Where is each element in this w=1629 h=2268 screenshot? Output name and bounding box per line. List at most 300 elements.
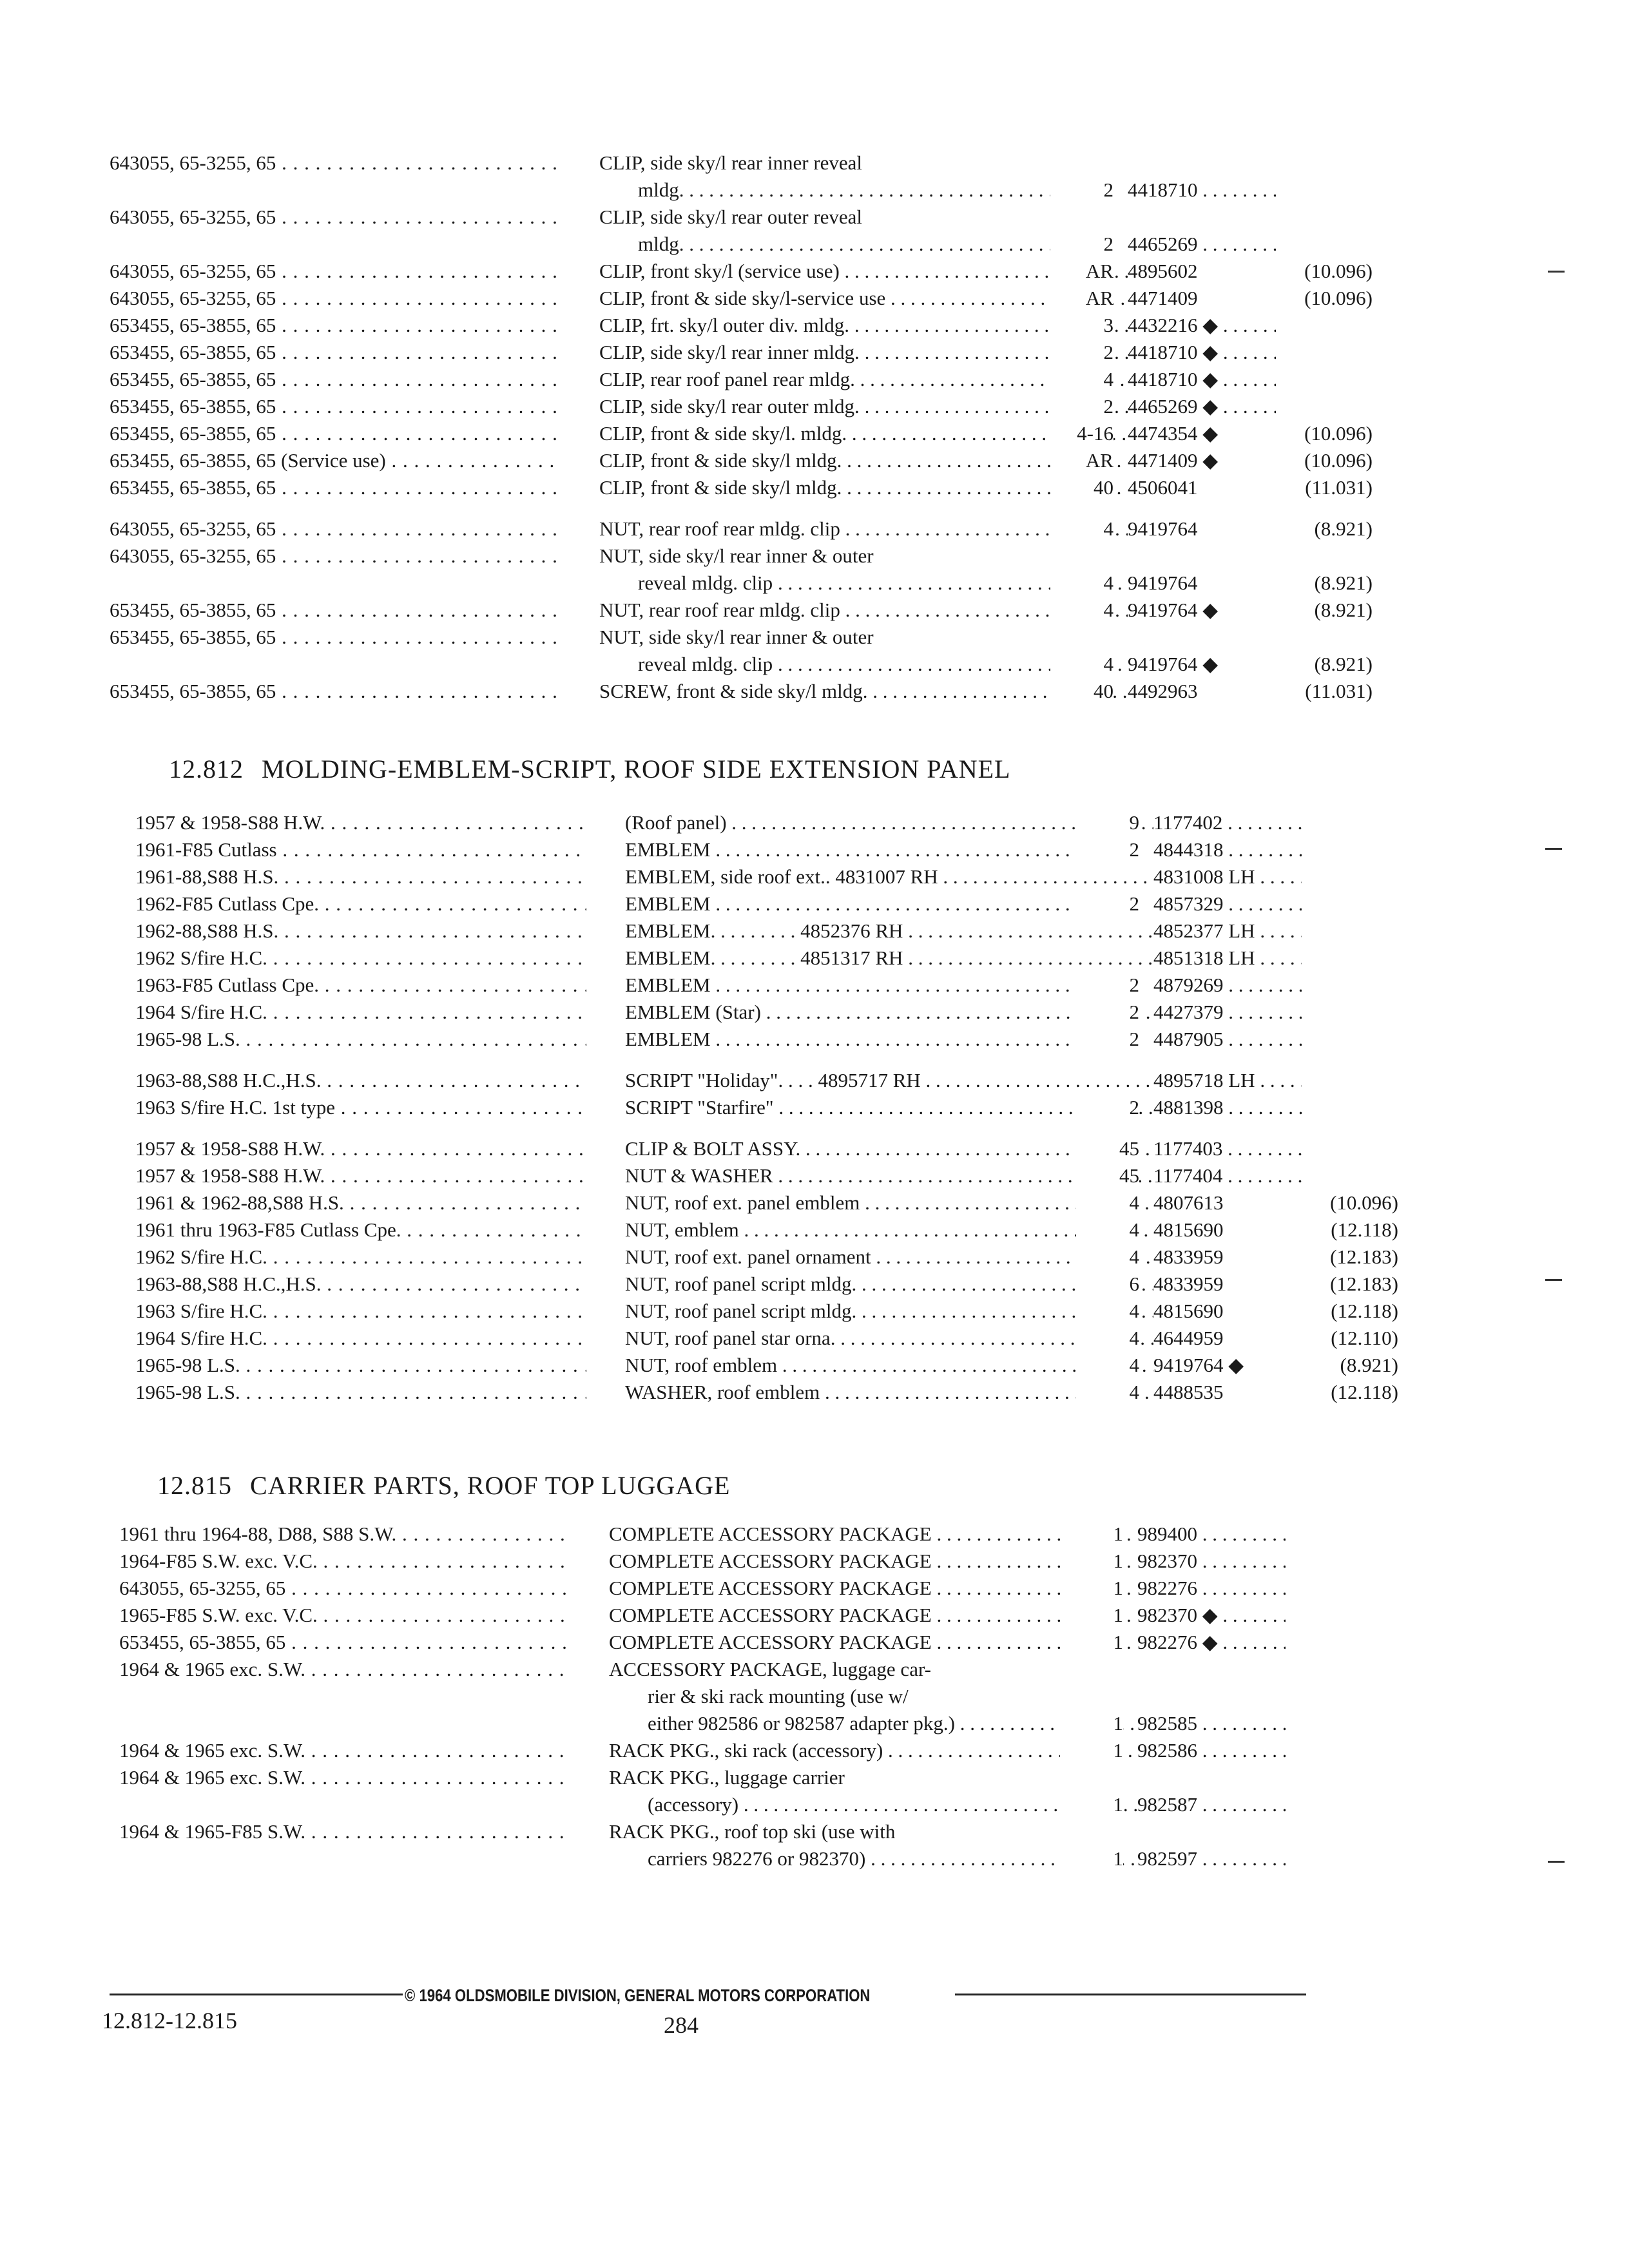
- footer-rule-right: [955, 1994, 1306, 1995]
- part-number: [1128, 258, 1276, 285]
- applicability: [110, 339, 561, 366]
- applicability: [110, 258, 561, 285]
- part-number: [1128, 285, 1276, 312]
- row-gap: [110, 501, 1366, 515]
- part-number-text: 4881398 . . .: [1153, 1096, 1302, 1119]
- part-description: [625, 945, 1179, 972]
- parts-row: [119, 1575, 1376, 1602]
- parts-row: [110, 177, 1366, 204]
- section-heading-12-812: [169, 754, 1010, 784]
- parts-row: [135, 890, 1392, 918]
- applicability-text: 643055, 65-3255, 65 . . .: [110, 206, 561, 228]
- description-text: COMPLETE ACCESSORY PACKAGE . . . .: [609, 1577, 1163, 1599]
- applicability: [110, 366, 561, 393]
- applicability: [135, 1298, 586, 1325]
- applicability: [135, 972, 586, 999]
- applicability-text: 653455, 65-3855, 65 . . .: [110, 476, 561, 499]
- part-number-text: 4488535: [1153, 1381, 1224, 1403]
- quantity: 4-16: [1050, 420, 1113, 447]
- description-text: SCRIPT "Holiday". . . . 4895717 RH . . .: [625, 1069, 1179, 1091]
- part-number: [1128, 339, 1276, 366]
- part-number: [1153, 1352, 1302, 1379]
- applicability-text: 643055, 65-3255, 65 . . .: [110, 517, 561, 540]
- description-text: carriers 982276 or 982370) . . .: [648, 1847, 1163, 1870]
- part-number: [1153, 890, 1302, 918]
- applicability: [135, 809, 586, 836]
- part-number-text: 982587 . . .: [1137, 1793, 1286, 1816]
- parts-row: [110, 204, 1366, 231]
- part-number-text: 4852377 LH . . .: [1153, 919, 1302, 942]
- parts-row: [135, 1216, 1398, 1244]
- parts-row: [110, 231, 1366, 258]
- margin-mark: [1545, 848, 1562, 850]
- part-number: [1128, 651, 1276, 678]
- description-text: CLIP, front & side sky/l. mldg. . . .: [599, 422, 1153, 445]
- applicability: [135, 1189, 586, 1216]
- group-reference: (12.118): [1302, 1379, 1398, 1406]
- part-number: [1128, 570, 1276, 597]
- quantity: 2: [1076, 836, 1139, 863]
- part-number-text: 4492963: [1128, 680, 1198, 702]
- description-text: NUT, side sky/l rear inner & outer: [599, 626, 874, 648]
- applicability: [135, 1244, 586, 1271]
- part-description: [609, 1818, 1163, 1845]
- applicability: [135, 1352, 586, 1379]
- part-number: [1128, 474, 1276, 501]
- section-number: 12.815: [157, 1471, 232, 1500]
- part-number-text: 4895602: [1128, 260, 1198, 282]
- part-number-text: 4831008 LH . . .: [1153, 865, 1302, 888]
- section-luggage-carrier: [119, 1521, 1376, 1872]
- parts-row: [135, 1189, 1398, 1216]
- parts-row: [135, 918, 1392, 945]
- quantity: 6: [1076, 1271, 1139, 1298]
- parts-row: [135, 1094, 1392, 1121]
- part-number-text: 4833959: [1153, 1245, 1224, 1268]
- part-number: [1137, 1737, 1286, 1764]
- applicability-text: 1962-F85 Cutlass Cpe. . . .: [135, 892, 586, 915]
- applicability-text: 643055, 65-3255, 65 . . .: [110, 287, 561, 309]
- part-number-text: 4879269 . . .: [1153, 974, 1302, 996]
- quantity: 2: [1076, 1094, 1139, 1121]
- description-text: RACK PKG., luggage carrier: [609, 1766, 845, 1789]
- applicability-text: 1963 S/fire H.C. . . .: [135, 1300, 586, 1322]
- description-text: NUT, roof ext. panel emblem . . .: [625, 1191, 1179, 1214]
- part-number-text: 4895718 LH . . .: [1153, 1069, 1302, 1091]
- part-number-text: 982370 ◆ . . .: [1137, 1604, 1286, 1626]
- applicability-text: 1963-88,S88 H.C.,H.S. . . .: [135, 1069, 586, 1091]
- parts-row: [119, 1683, 1376, 1710]
- applicability: [119, 1764, 570, 1791]
- applicability-text: 1963-F85 Cutlass Cpe. . . .: [135, 974, 586, 996]
- quantity: 3: [1050, 312, 1113, 339]
- footer-section-range: 12.812-12.815: [102, 2008, 237, 2033]
- parts-row: [135, 1026, 1392, 1053]
- part-number: [1153, 1067, 1302, 1094]
- description-text: mldg. . . .: [638, 233, 1113, 255]
- group-reference: (10.096): [1276, 420, 1373, 447]
- applicability: [110, 543, 561, 570]
- applicability-text: 643055, 65-3255, 65 . . .: [110, 260, 561, 282]
- applicability: [110, 447, 561, 474]
- applicability: [110, 312, 561, 339]
- parts-row: [119, 1845, 1376, 1872]
- part-number-text: 4506041: [1128, 476, 1198, 499]
- group-reference: (12.118): [1302, 1298, 1398, 1325]
- part-number: [1153, 999, 1302, 1026]
- description-text: NUT, emblem . . .: [625, 1218, 1168, 1241]
- applicability-text: 1962-88,S88 H.S. . . .: [135, 919, 586, 942]
- parts-row: [110, 258, 1373, 285]
- parts-row: [135, 972, 1392, 999]
- part-number-text: 9419764: [1128, 517, 1198, 540]
- description-text: CLIP, side sky/l rear outer mldg. . . .: [599, 395, 1153, 418]
- part-number: [1128, 597, 1276, 624]
- part-number: [1128, 177, 1276, 204]
- applicability-text: 1964 & 1965 exc. S.W. . . .: [119, 1658, 570, 1680]
- part-description: [625, 863, 1179, 890]
- applicability: [135, 836, 586, 863]
- parts-row: [135, 1162, 1392, 1189]
- quantity: 4: [1076, 1216, 1139, 1244]
- part-number: [1153, 1216, 1302, 1244]
- copyright-notice: © 1964 OLDSMOBILE DIVISION, GENERAL MOTORS CORPORATION: [405, 1986, 871, 2005]
- applicability-text: 1957 & 1958-S88 H.W. . . .: [135, 811, 586, 834]
- applicability: [135, 1135, 586, 1162]
- applicability: [110, 474, 561, 501]
- applicability-text: 653455, 65-3855, 65 (Service use) . . .: [110, 449, 561, 472]
- quantity: 40: [1050, 678, 1113, 705]
- quantity: 2: [1050, 339, 1113, 366]
- applicability-text: 653455, 65-3855, 65 . . .: [110, 626, 561, 648]
- parts-row: [110, 515, 1373, 543]
- description-text: EMBLEM . . .: [625, 892, 1140, 915]
- group-reference: (11.031): [1276, 678, 1373, 705]
- description-text: CLIP, side sky/l rear inner reveal: [599, 151, 863, 174]
- part-number: [1153, 1135, 1302, 1162]
- part-number-text: 4465269 ◆ . . .: [1128, 395, 1276, 418]
- part-number-text: 9419764 ◆: [1128, 653, 1219, 675]
- parts-row: [135, 1271, 1398, 1298]
- applicability: [119, 1818, 570, 1845]
- description-text: EMBLEM. . . . . . . . . 4852376 RH . . .: [625, 919, 1179, 942]
- description-text: SCRIPT "Starfire" . . .: [625, 1096, 1179, 1119]
- applicability-text: 653455, 65-3855, 65 . . .: [110, 314, 561, 336]
- description-text: CLIP, side sky/l rear inner mldg. . . .: [599, 341, 1153, 363]
- applicability-text: 643055, 65-3255, 65 . . .: [119, 1577, 570, 1599]
- part-number: [1153, 863, 1302, 890]
- part-number-text: 1177403 . . .: [1153, 1137, 1302, 1160]
- part-number: [1153, 945, 1302, 972]
- group-reference: (8.921): [1276, 570, 1373, 597]
- applicability: [119, 1602, 570, 1629]
- applicability: [135, 1325, 586, 1352]
- parts-row: [135, 1067, 1392, 1094]
- applicability-text: 1965-98 L.S. . . .: [135, 1028, 586, 1050]
- parts-row: [110, 447, 1373, 474]
- part-number-text: 4815690: [1153, 1218, 1224, 1241]
- part-number: [1153, 809, 1302, 836]
- quantity: 2: [1050, 393, 1113, 420]
- parts-row: [119, 1602, 1376, 1629]
- section-roof-moldings-clips: [110, 149, 1373, 705]
- applicability: [119, 1575, 570, 1602]
- quantity: 2: [1076, 999, 1139, 1026]
- quantity: 4: [1076, 1379, 1139, 1406]
- parts-row: [110, 285, 1373, 312]
- quantity: 4: [1050, 366, 1113, 393]
- parts-row: [119, 1764, 1376, 1791]
- parts-row: [110, 149, 1366, 177]
- parts-row: [135, 1244, 1398, 1271]
- parts-row: [110, 312, 1366, 339]
- applicability: [110, 149, 561, 177]
- quantity: 1: [1060, 1521, 1123, 1548]
- part-number-text: 4418710 ◆ . . .: [1128, 368, 1276, 390]
- description-text: NUT, rear roof rear mldg. clip . . .: [599, 599, 1153, 621]
- part-number-text: 4418710 ◆ . . .: [1128, 341, 1276, 363]
- part-number-text: 4844318 . . .: [1153, 838, 1302, 861]
- margin-mark: [1545, 1279, 1562, 1281]
- parts-row: [119, 1656, 1376, 1683]
- description-text: RACK PKG., roof top ski (use with: [609, 1820, 896, 1843]
- part-number: [1137, 1629, 1286, 1656]
- quantity: 4: [1050, 597, 1113, 624]
- description-text: RACK PKG., ski rack (accessory) . . . . . .: [609, 1739, 1163, 1762]
- description-text: CLIP & BOLT ASSY. . . .: [625, 1137, 1179, 1160]
- parts-row: [135, 1379, 1398, 1406]
- quantity: 4: [1050, 515, 1113, 543]
- applicability-text: 643055, 65-3255, 65 . . .: [110, 544, 561, 567]
- part-number: [1128, 393, 1276, 420]
- parts-row: [119, 1737, 1376, 1764]
- quantity: 1: [1060, 1791, 1123, 1818]
- applicability: [135, 1067, 586, 1094]
- description-text: rier & ski rack mounting (use w/: [648, 1685, 909, 1707]
- description-text: COMPLETE ACCESSORY PACKAGE . . . .: [609, 1550, 1163, 1572]
- quantity: 1: [1060, 1710, 1123, 1737]
- applicability: [110, 515, 561, 543]
- part-description: [625, 918, 1179, 945]
- quantity: AR: [1050, 285, 1113, 312]
- parts-row: [119, 1548, 1376, 1575]
- applicability-text: 1965-98 L.S. . . .: [135, 1354, 586, 1376]
- parts-row: [119, 1521, 1376, 1548]
- quantity: 1: [1060, 1602, 1123, 1629]
- description-text: CLIP, front & side sky/l mldg. . . .: [599, 476, 1153, 499]
- applicability-text: 1965-F85 S.W. exc. V.C. . . .: [119, 1604, 570, 1626]
- applicability: [110, 624, 561, 651]
- part-description: [599, 624, 1153, 651]
- applicability-text: 653455, 65-3855, 65 . . .: [110, 341, 561, 363]
- quantity: AR: [1050, 258, 1113, 285]
- part-description: [648, 1683, 1163, 1710]
- group-reference: (10.096): [1302, 1189, 1398, 1216]
- parts-row: [119, 1710, 1376, 1737]
- part-number: [1153, 1298, 1302, 1325]
- part-number: [1153, 1026, 1302, 1053]
- group-reference: (10.096): [1276, 285, 1373, 312]
- parts-row: [135, 945, 1392, 972]
- description-text: WASHER, roof emblem . . .: [625, 1381, 1179, 1403]
- part-number-text: 1177404 . . .: [1153, 1164, 1302, 1187]
- part-number: [1128, 447, 1276, 474]
- part-number-text: 982276 . . .: [1137, 1577, 1286, 1599]
- applicability: [135, 1162, 586, 1189]
- applicability-text: 1961-88,S88 H.S. . . .: [135, 865, 586, 888]
- part-number-text: 4471409: [1128, 287, 1198, 309]
- group-reference: (8.921): [1276, 651, 1373, 678]
- description-text: (Roof panel) . . .: [625, 811, 1156, 834]
- part-number: [1153, 918, 1302, 945]
- applicability-text: 653455, 65-3855, 65 . . .: [110, 422, 561, 445]
- part-number: [1153, 836, 1302, 863]
- parts-row: [110, 651, 1373, 678]
- group-reference: (8.921): [1276, 597, 1373, 624]
- description-text: COMPLETE ACCESSORY PACKAGE . . . .: [609, 1523, 1163, 1545]
- applicability-text: 1964-F85 S.W. exc. V.C. . . .: [119, 1550, 570, 1572]
- parts-row: [119, 1629, 1376, 1656]
- parts-row: [119, 1791, 1376, 1818]
- applicability-text: 1963-88,S88 H.C.,H.S. . . .: [135, 1273, 586, 1295]
- applicability: [110, 285, 561, 312]
- description-text: NUT, roof panel script mldg. . . .: [625, 1300, 1179, 1322]
- parts-row: [110, 393, 1366, 420]
- quantity: 1: [1060, 1737, 1123, 1764]
- part-number-text: 4471409 ◆: [1128, 449, 1219, 472]
- part-description: [625, 1067, 1179, 1094]
- applicability: [135, 1094, 586, 1121]
- description-text: SCREW, front & side sky/l mldg. . . .: [599, 680, 1153, 702]
- parts-row: [110, 678, 1373, 705]
- quantity: AR: [1050, 447, 1113, 474]
- parts-row: [135, 1135, 1392, 1162]
- quantity: 4: [1076, 1352, 1139, 1379]
- quantity: 4: [1076, 1298, 1139, 1325]
- description-text: EMBLEM . . .: [625, 1028, 1140, 1050]
- part-number: [1153, 1244, 1302, 1271]
- group-reference: (12.183): [1302, 1271, 1398, 1298]
- part-description: [599, 543, 1153, 570]
- description-text: COMPLETE ACCESSORY PACKAGE . . . .: [609, 1604, 1163, 1626]
- part-number: [1128, 366, 1276, 393]
- part-description: [609, 1656, 1163, 1683]
- applicability-text: 1961 thru 1963-F85 Cutlass Cpe. . . .: [135, 1218, 586, 1241]
- applicability: [110, 420, 561, 447]
- applicability: [119, 1629, 570, 1656]
- part-number: [1137, 1791, 1286, 1818]
- part-number: [1137, 1548, 1286, 1575]
- part-number-text: 989400 . . .: [1137, 1523, 1286, 1545]
- part-number-text: 4815690: [1153, 1300, 1224, 1322]
- quantity: 45: [1076, 1135, 1139, 1162]
- parts-row: [110, 624, 1366, 651]
- applicability-text: 653455, 65-3855, 65 . . .: [110, 680, 561, 702]
- description-text: CLIP, rear roof panel rear mldg. . . .: [599, 368, 1153, 390]
- parts-row: [135, 1325, 1398, 1352]
- applicability-text: 1962 S/fire H.C. . . .: [135, 947, 586, 969]
- applicability-text: 1961 & 1962-88,S88 H.S. . . .: [135, 1191, 586, 1214]
- part-number-text: 9419764: [1128, 572, 1198, 594]
- quantity: 4: [1076, 1325, 1139, 1352]
- parts-row: [135, 999, 1392, 1026]
- part-number: [1153, 1094, 1302, 1121]
- quantity: 4: [1076, 1244, 1139, 1271]
- description-text: NUT, side sky/l rear inner & outer: [599, 544, 874, 567]
- section-emblem-script: [135, 809, 1398, 1406]
- part-number-text: 4857329 . . .: [1153, 892, 1302, 915]
- quantity: 4: [1076, 1189, 1139, 1216]
- part-number: [1153, 1325, 1302, 1352]
- part-number: [1137, 1602, 1286, 1629]
- quantity: 9: [1076, 809, 1139, 836]
- parts-row: [110, 366, 1366, 393]
- quantity: 2: [1050, 177, 1113, 204]
- part-number-text: 4851318 LH . . .: [1153, 947, 1302, 969]
- description-text: NUT & WASHER . . .: [625, 1164, 1179, 1187]
- section-heading-12-815: [157, 1470, 730, 1501]
- part-number-text: 982276 ◆ . . .: [1137, 1631, 1286, 1653]
- group-reference: (10.096): [1276, 447, 1373, 474]
- group-reference: (8.921): [1276, 515, 1373, 543]
- applicability: [119, 1737, 570, 1764]
- description-text: reveal mldg. clip . . .: [638, 572, 1153, 594]
- description-text: NUT, roof panel script mldg. . . .: [625, 1273, 1179, 1295]
- description-text: NUT, roof panel star orna. . . .: [625, 1327, 1179, 1349]
- parts-row: [110, 543, 1366, 570]
- quantity: 45: [1076, 1162, 1139, 1189]
- applicability-text: 653455, 65-3855, 65 . . .: [110, 599, 561, 621]
- part-number-text: 4418710 . . .: [1128, 178, 1276, 201]
- group-reference: (12.110): [1302, 1325, 1398, 1352]
- applicability-text: 643055, 65-3255, 65 . . .: [110, 151, 561, 174]
- applicability: [110, 597, 561, 624]
- quantity: 40: [1050, 474, 1113, 501]
- group-reference: (11.031): [1276, 474, 1373, 501]
- applicability: [135, 1026, 586, 1053]
- part-number-text: 4833959: [1153, 1273, 1224, 1295]
- applicability: [110, 204, 561, 231]
- group-reference: (12.118): [1302, 1216, 1398, 1244]
- parts-row: [110, 597, 1373, 624]
- applicability-text: 653455, 65-3855, 65 . . .: [110, 395, 561, 418]
- applicability: [135, 945, 586, 972]
- parts-row: [110, 339, 1366, 366]
- parts-row: [110, 570, 1373, 597]
- quantity: 2: [1076, 1026, 1139, 1053]
- group-reference: (10.096): [1276, 258, 1373, 285]
- part-number-text: 4487905 . . .: [1153, 1028, 1302, 1050]
- description-text: NUT, roof ext. panel ornament . . .: [625, 1245, 1179, 1268]
- part-number-text: 4427379 . . .: [1153, 1001, 1302, 1023]
- applicability-text: 1965-98 L.S. . . .: [135, 1381, 586, 1403]
- footer-rule-left: [110, 1994, 403, 1995]
- description-text: EMBLEM, side roof ext.. 4831007 RH . . .: [625, 865, 1179, 888]
- parts-row: [135, 1298, 1398, 1325]
- applicability-text: 1964 S/fire H.C. . . .: [135, 1001, 586, 1023]
- applicability: [110, 393, 561, 420]
- description-text: CLIP, side sky/l rear outer reveal: [599, 206, 863, 228]
- group-reference: (12.183): [1302, 1244, 1398, 1271]
- margin-mark: [1548, 271, 1565, 273]
- description-text: EMBLEM (Star) . . .: [625, 1001, 1179, 1023]
- part-number: [1153, 1162, 1302, 1189]
- part-number-text: 4432216 ◆ . . .: [1128, 314, 1276, 336]
- part-description: [609, 1764, 1163, 1791]
- group-reference: (8.921): [1302, 1352, 1398, 1379]
- part-number: [1128, 420, 1276, 447]
- description-text: ACCESSORY PACKAGE, luggage car-: [609, 1658, 931, 1680]
